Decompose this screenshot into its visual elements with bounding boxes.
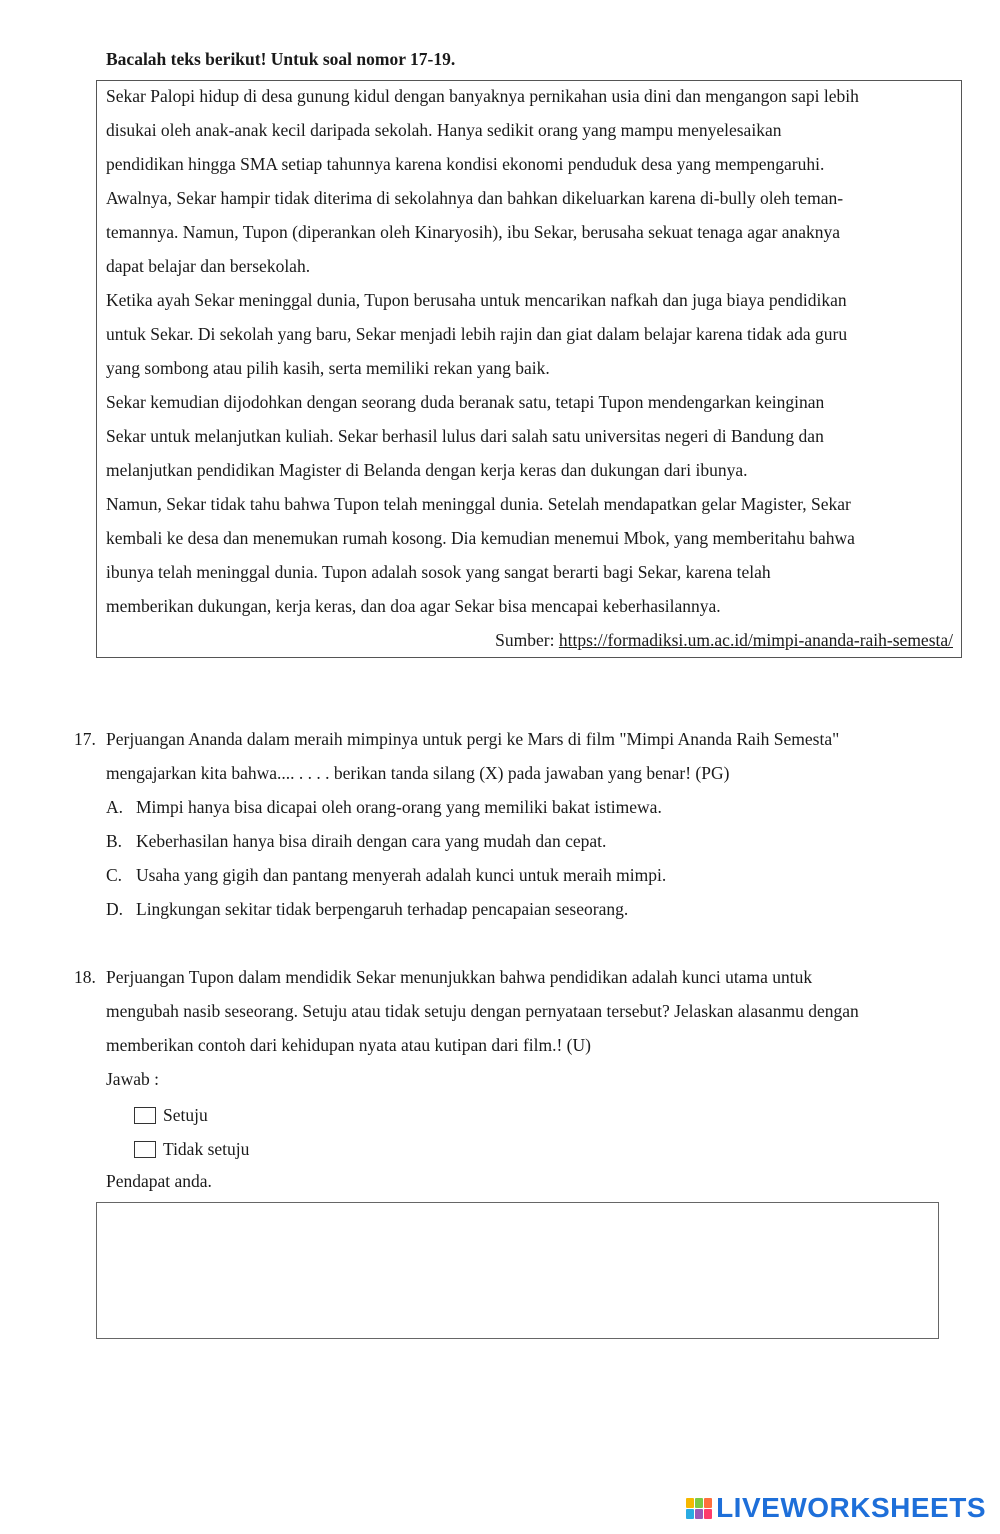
option-b[interactable] <box>74 826 964 860</box>
option-letter: B. <box>106 831 123 851</box>
liveworksheets-logo-icon <box>686 1498 712 1519</box>
option-text: Keberhasilan hanya bisa diraih dengan cara yang mudah dan cepat. <box>136 831 607 851</box>
source-link[interactable]: https://formadiksi.um.ac.id/mimpi-ananda-raih-semesta/ <box>558 630 953 650</box>
passage-line: kembali ke desa dan menemukan rumah kosong. Dia kemudian menemui Mbok, yang memberitahu bahwa <box>106 528 855 548</box>
passage-line: pendidikan hingga SMA setiap tahunnya karena kondisi ekonomi penduduk desa yang mempengaruhi. <box>106 154 825 174</box>
logo-tile <box>686 1509 694 1519</box>
passage-line: disukai oleh anak-anak kecil daripada sekolah. Hanya sedikit orang yang mampu menyelesaikan <box>106 120 782 140</box>
logo-tile <box>695 1498 703 1508</box>
option-letter: A. <box>106 797 124 817</box>
opinion-label: Pendapat anda. <box>106 1171 212 1191</box>
option-letter: D. <box>106 899 124 919</box>
passage-line: memberikan dukungan, kerja keras, dan doa agar Sekar bisa mencapai keberhasilannya. <box>106 596 721 616</box>
question-18 <box>74 962 964 1200</box>
question-text: Perjuangan Ananda dalam meraih mimpinya untuk pergi ke Mars di film "Mimpi Ananda Raih Semesta" <box>106 729 840 749</box>
passage-source <box>106 625 953 659</box>
reading-instruction: Bacalah teks berikut! Untuk soal nomor 17-19. <box>106 49 456 69</box>
passage-box <box>96 80 962 658</box>
question-17 <box>74 724 964 928</box>
checkbox-tidak-setuju[interactable] <box>134 1141 156 1158</box>
option-letter: C. <box>106 865 123 885</box>
logo-tile <box>686 1498 694 1508</box>
passage-line: Sekar Palopi hidup di desa gunung kidul dengan banyaknya pernikahan usia dini dan mengangon sapi lebih <box>106 86 859 106</box>
choice-label: Setuju <box>163 1105 208 1125</box>
source-label: Sumber: <box>495 630 559 650</box>
opinion-answer-box[interactable] <box>96 1202 939 1339</box>
brand-text: LIVEWORKSHEETS <box>716 1492 986 1523</box>
passage-line: yang sombong atau pilih kasih, serta memiliki rekan yang baik. <box>106 358 550 378</box>
question-number: 18. <box>74 967 96 987</box>
question-text: Perjuangan Tupon dalam mendidik Sekar menunjukkan bahwa pendidikan adalah kunci utama untuk <box>106 967 813 987</box>
option-d[interactable] <box>74 894 964 928</box>
question-text: mengajarkan kita bahwa.... . . . . berikan tanda silang (X) pada jawaban yang benar! (PG) <box>106 763 730 783</box>
choice-tidak-setuju[interactable] <box>74 1132 964 1166</box>
passage-line: Namun, Sekar tidak tahu bahwa Tupon telah meninggal dunia. Setelah mendapatkan gelar Magister, Sekar <box>106 494 851 514</box>
logo-tile <box>695 1509 703 1519</box>
passage-line: Ketika ayah Sekar meninggal dunia, Tupon berusaha untuk mencarikan nafkah dan juga biaya pendidikan <box>106 290 847 310</box>
question-number: 17. <box>74 729 96 749</box>
passage-line: melanjutkan pendidikan Magister di Belanda dengan kerja keras dan dukungan dari ibunya. <box>106 460 748 480</box>
passage-line: Sekar untuk melanjutkan kuliah. Sekar berhasil lulus dari salah satu universitas negeri di Bandung dan <box>106 426 824 446</box>
logo-tile <box>704 1509 712 1519</box>
option-text: Mimpi hanya bisa dicapai oleh orang-orang yang memiliki bakat istimewa. <box>136 797 662 817</box>
passage-line: dapat belajar dan bersekolah. <box>106 256 311 276</box>
question-text: memberikan contoh dari kehidupan nyata atau kutipan dari film.! (U) <box>106 1035 591 1055</box>
passage-line: temannya. Namun, Tupon (diperankan oleh Kinaryosih), ibu Sekar, berusaha sekuat tenaga agar anaknya <box>106 222 841 242</box>
question-text: mengubah nasib seseorang. Setuju atau tidak setuju dengan pernyataan tersebut? Jelaskan alasanmu dengan <box>106 1001 859 1021</box>
logo-tile <box>704 1498 712 1508</box>
option-text: Usaha yang gigih dan pantang menyerah adalah kunci untuk meraih mimpi. <box>136 865 667 885</box>
choice-setuju[interactable] <box>74 1098 964 1132</box>
opinion-textarea[interactable] <box>97 1203 938 1338</box>
option-c[interactable] <box>74 860 964 894</box>
passage-line: Sekar kemudian dijodohkan dengan seorang duda beranak satu, tetapi Tupon mendengarkan keinginan <box>106 392 825 412</box>
choice-label: Tidak setuju <box>163 1139 250 1159</box>
option-text: Lingkungan sekitar tidak berpengaruh terhadap pencapaian seseorang. <box>136 899 629 919</box>
passage-line: ibunya telah meninggal dunia. Tupon adalah sosok yang sangat berarti bagi Sekar, karena telah <box>106 562 771 582</box>
passage-line: Awalnya, Sekar hampir tidak diterima di sekolahnya dan bahkan dikeluarkan karena di-bully oleh teman- <box>106 188 844 208</box>
liveworksheets-brand <box>686 1492 986 1524</box>
option-a[interactable] <box>74 792 964 826</box>
checkbox-setuju[interactable] <box>134 1107 156 1124</box>
passage-line: untuk Sekar. Di sekolah yang baru, Sekar menjadi lebih rajin dan giat dalam belajar karena tidak ada guru <box>106 324 848 344</box>
answer-label: Jawab : <box>106 1069 159 1089</box>
